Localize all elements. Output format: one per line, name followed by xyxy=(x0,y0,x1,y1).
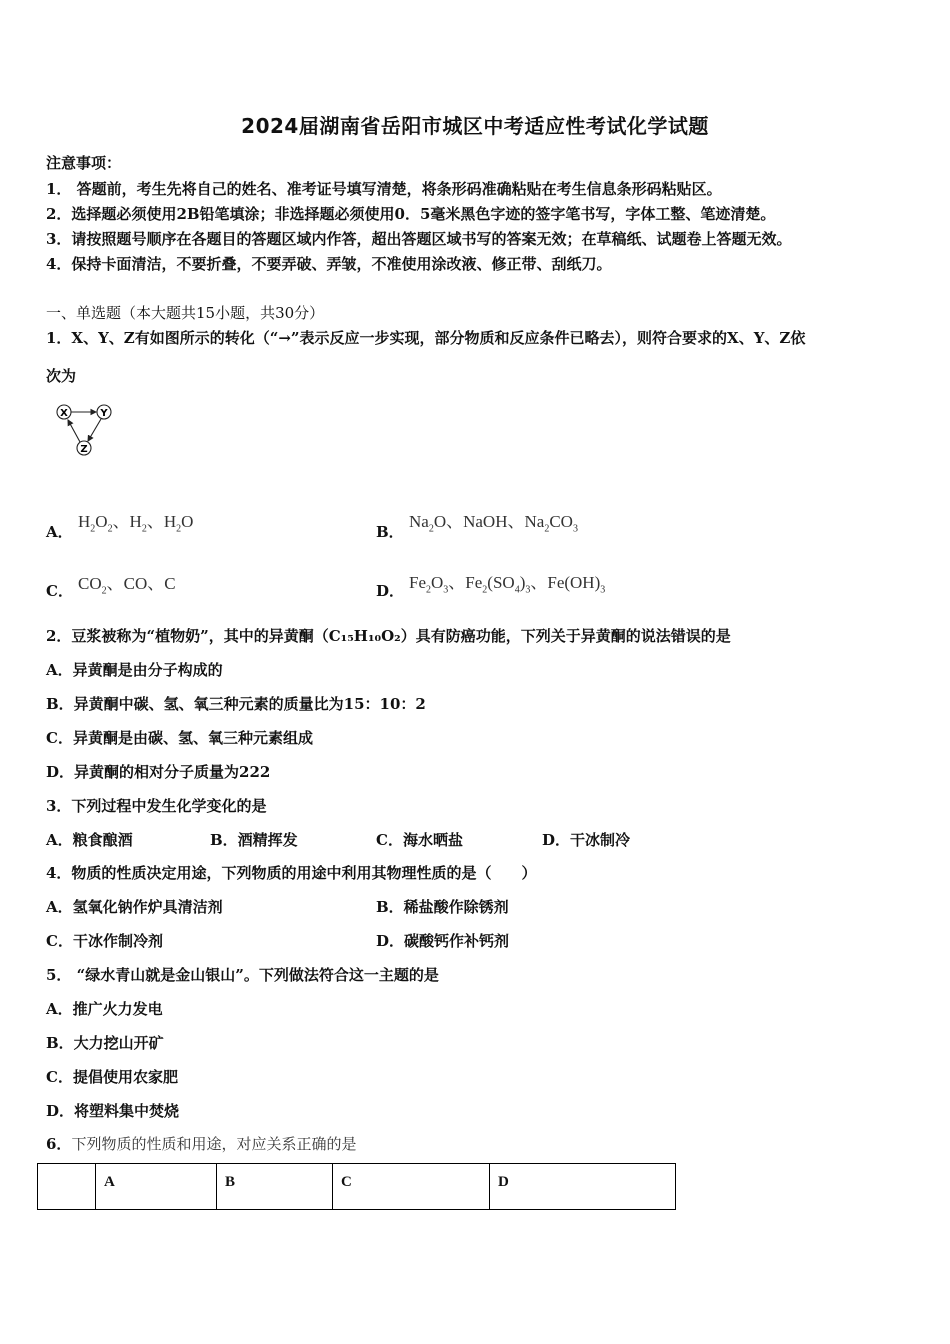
node-x-label: X xyxy=(60,408,68,419)
notice-item-2: 2．选择题必须使用2B铅笔填涂；非选择题必须使用0．5毫米黑色字迹的签字笔书写，字体工整、笔迹清楚。 xyxy=(46,205,776,223)
xyz-transformation-diagram xyxy=(52,400,118,462)
q3-option-a: A．粮食酿酒 xyxy=(46,831,133,849)
q1-option-d-label: D． xyxy=(376,582,405,600)
arrow-y-to-z xyxy=(88,419,101,441)
q4-option-b: B．稀盐酸作除锈剂 xyxy=(376,898,509,916)
arrow-z-to-x xyxy=(68,420,80,442)
q5-option-b: B．大力挖山开矿 xyxy=(46,1034,164,1052)
q1-option-c-formula: $CO_2$、CO、C xyxy=(78,574,176,597)
q3-stem: 3．下列过程中发生化学变化的是 xyxy=(46,797,267,815)
q6-number: 6． xyxy=(46,1135,72,1153)
page-title: 2024届湖南省岳阳市城区中考适应性考试化学试题 xyxy=(241,114,709,138)
q5-option-a: A．推广火力发电 xyxy=(46,1000,163,1018)
q6-stem xyxy=(46,1133,356,1154)
q3-option-b: B．酒精挥发 xyxy=(210,831,298,849)
q4-stem: 4．物质的性质决定用途，下列物质的用途中利用其物理性质的是（ ） xyxy=(46,864,537,882)
section-heading: 一、单选题（本大题共15小题，共30分） xyxy=(46,304,325,322)
q2-option-b: B．异黄酮中碳、氢、氧三种元素的质量比为15：10：2 xyxy=(46,695,426,713)
q2-option-c: C．异黄酮是由碳、氢、氧三种元素组成 xyxy=(46,729,313,747)
q1-stem-continued: 次为 xyxy=(46,367,77,385)
q1-option-d-formula: $Fe_2O_3$、$Fe_2(SO_4)_3$、$Fe(OH)_3$ xyxy=(409,573,606,596)
q3-option-d: D．干冰制冷 xyxy=(542,831,631,849)
q5-option-d: D．将塑料集中焚烧 xyxy=(46,1102,180,1120)
q3-option-c: C．海水晒盐 xyxy=(376,831,463,849)
q6-header-d: D xyxy=(490,1164,676,1210)
node-y-label: Y xyxy=(100,408,108,419)
q4-option-c: C．干冰作制冷剂 xyxy=(46,932,163,950)
node-z-label: Z xyxy=(80,444,88,455)
q1-option-b-label: B． xyxy=(376,523,404,541)
q1-option-c-label: C． xyxy=(46,582,73,600)
q6-header-blank xyxy=(38,1164,96,1210)
q2-stem: 2．豆浆被称为“植物奶”，其中的异黄酮（C₁₅H₁₀O₂）具有防癌功能，下列关于异黄酮的说法错误的是 xyxy=(46,627,731,645)
q6-text: 下列物质的性质和用途，对应关系正确的是 xyxy=(71,1135,357,1153)
q6-table xyxy=(37,1163,676,1210)
notice-item-4: 4．保持卡面清洁，不要折叠，不要弄破、弄皱，不准使用涂改液、修正带、刮纸刀。 xyxy=(46,255,612,273)
q1-option-b-formula: $Na_2O$、NaOH、$Na_2CO_3$ xyxy=(409,512,578,535)
table-row xyxy=(38,1164,676,1210)
q5-stem: 5． “绿水青山就是金山银山”。下列做法符合这一主题的是 xyxy=(46,966,439,984)
q2-option-a: A．异黄酮是由分子构成的 xyxy=(46,661,223,679)
notice-item-3: 3．请按照题号顺序在各题目的答题区域内作答，超出答题区域书写的答案无效；在草稿纸、试题卷上答题无效。 xyxy=(46,230,792,248)
q6-header-b: B xyxy=(217,1164,333,1210)
q4-option-a: A．氢氧化钠作炉具清洁剂 xyxy=(46,898,223,916)
notice-item-1: 1． 答题前，考生先将自己的姓名、准考证号填写清楚，将条形码准确粘贴在考生信息条形码粘贴区。 xyxy=(46,180,722,198)
q5-option-c: C．提倡使用农家肥 xyxy=(46,1068,178,1086)
q4-option-d: D．碳酸钙作补钙剂 xyxy=(376,932,510,950)
notice-heading: 注意事项： xyxy=(46,154,122,172)
q1-option-a-label: A． xyxy=(46,523,73,541)
q2-option-d: D．异黄酮的相对分子质量为222 xyxy=(46,763,271,781)
q1-stem: 1．X、Y、Z有如图所示的转化（“→”表示反应一步实现，部分物质和反应条件已略去），则符合要求的X、Y、Z依 xyxy=(46,329,806,347)
q1-option-a-formula: $H_2O_2$、$H_2$、$H_2O$ xyxy=(78,512,194,535)
q6-header-a: A xyxy=(96,1164,217,1210)
q6-header-c: C xyxy=(333,1164,490,1210)
